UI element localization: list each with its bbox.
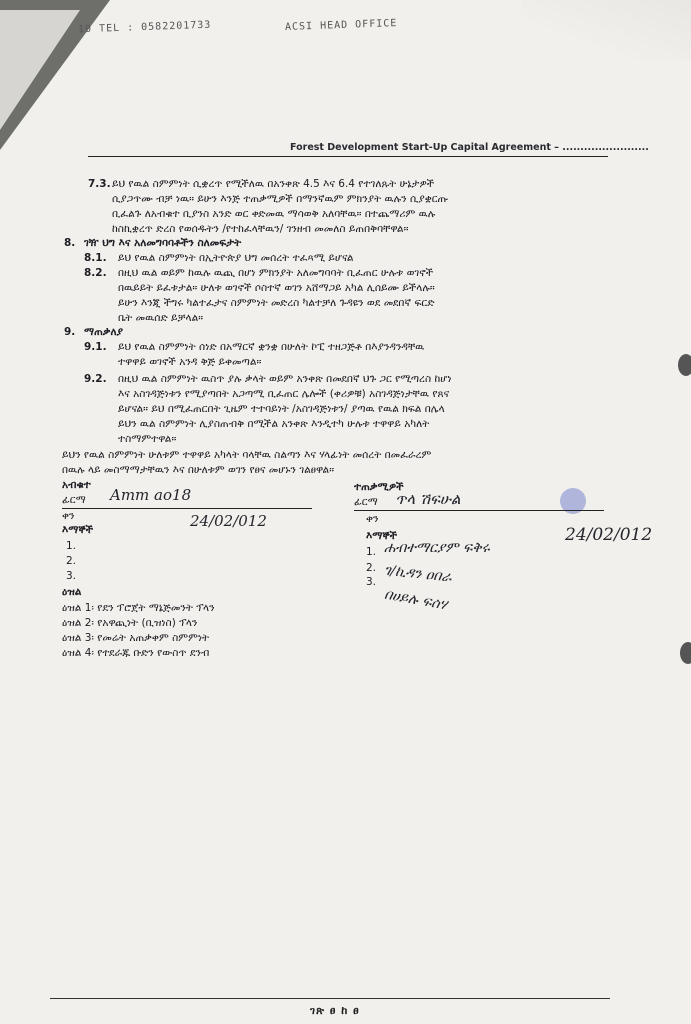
clause-number: 9.1. bbox=[84, 341, 107, 353]
clause-text: ሲያጋጥሙ ብቻ ነዉ። ይሁን እንጅ ተጠቃሚዎች በማንኛዉም ምክንያት ዉሉን ሲያቋርጡ bbox=[112, 193, 449, 205]
clause-text: ይሆናል። ይህ በሚፈጠርበት ጊዜም ተተባይነት /አስገዳጅነቱን/ ያጣዉ የዉል ክፍል በሌላ bbox=[118, 403, 445, 415]
date-label: ቀን bbox=[62, 510, 75, 522]
clause-number: 9.2. bbox=[84, 373, 107, 385]
signature-label: ፊርማ bbox=[62, 494, 86, 506]
clause-text: ይህ የዉል ስምምነት በኢትዮጵያ ህግ መሰረት ተፈጻሚ ይሆናል bbox=[118, 252, 354, 264]
witness-item: 2. bbox=[366, 562, 377, 574]
document-header-title: Forest Development Start-Up Capital Agreement – ........................ bbox=[290, 142, 649, 153]
clause-text: ይህ የዉል ስምምነት ሲቋረጥ የሚችለዉ በአንቀጽ 4.5 እና 6.4 የተገለጹት ሁኔታዎች bbox=[112, 178, 435, 190]
signatory-right-heading: ተጠቃሚዎች bbox=[354, 481, 404, 493]
witness-item: 1. bbox=[66, 540, 77, 552]
witness-item: 1. bbox=[366, 546, 377, 558]
witnesses-right-heading: እማኞች bbox=[366, 530, 398, 542]
clause-text: ይህን ዉል ስምምነት ሊያስጠብቅ በሚችል አንቀጽ እንዲተካ ሁሉቱ ተዋዋይ አካለት bbox=[118, 418, 430, 430]
fax-office: ACSI HEAD OFFICE bbox=[284, 18, 398, 33]
attachment-item: ዕዝል 2፡ የአዋጪነት (ቢዝነስ) ፕላን bbox=[62, 617, 198, 629]
witnesses-left-heading: እማኞች bbox=[62, 524, 94, 536]
footer-rule bbox=[50, 998, 610, 999]
fax-phone: 10 TEL : 0582201733 bbox=[77, 19, 212, 36]
clause-number: 7.3. bbox=[88, 178, 111, 190]
clause-number: 8.1. bbox=[84, 252, 107, 264]
header-rule bbox=[88, 156, 608, 157]
section-number: 8. bbox=[64, 237, 76, 249]
witness-handwriting: ገ/ኪዳን ዐበራ bbox=[383, 562, 453, 586]
clause-text: በዉይይት ይፈቱታል። ሁለቱ ወገኖች ሶስተኛ ወገን አሸማጋይ አካል ሊሰይሙ ይችላሉ። bbox=[118, 282, 435, 294]
witness-item: 3. bbox=[366, 576, 377, 588]
clause-text: ተስማምተዋል። bbox=[118, 433, 177, 445]
handwritten-signature: ጥላ ሽፍሁል bbox=[395, 490, 461, 508]
date-label: ቀን bbox=[366, 513, 379, 525]
handwritten-date: 24/02/012 bbox=[190, 512, 267, 530]
clause-text: ከስኪቋረጥ ድረስ የወሰዱትን /የተከፈላቸዉን/ ገንዘብ መመለስ ይጠበቅባቸዋል። bbox=[112, 223, 409, 235]
clause-text: በዚህ ዉል ስምምነት ዉስጥ ያሉ ቃላት ወይም አንቀጽ በመደበኛ ህጉ ጋር የሚጣረስ ከሆነ bbox=[118, 373, 452, 385]
punch-hole bbox=[678, 354, 691, 376]
attachment-item: ዕዝል 4፡ የተደራጁ ቡድን የውስጥ ደንብ bbox=[62, 647, 210, 659]
clause-text: በዚህ ዉል ወይም ከዉሉ ዉጪ በሆነ ምክንያት አለመግባባት ቢፈጠር ሁሉቱ ወገኖች bbox=[118, 267, 434, 279]
witness-handwriting: በሀይሉ ፍሰሃ bbox=[383, 586, 449, 614]
witness-item: 3. bbox=[66, 570, 77, 582]
handwritten-signature: Amm ao18 bbox=[110, 486, 192, 504]
attachment-item: ዕዝል 1፡ የደን ፕሮጀት ማኔጅመንት ፕላን bbox=[62, 602, 215, 614]
clause-text: ተዋዋይ ወገኖች አንዳ ቅጅ ይቀመጣል። bbox=[118, 356, 262, 368]
handwritten-date: 24/02/012 bbox=[565, 525, 653, 545]
signatory-left-heading: አብቁተ bbox=[62, 479, 91, 491]
signature-label: ፊርማ bbox=[354, 496, 378, 508]
punch-hole bbox=[680, 642, 691, 664]
page-number: ገጽ ፀ ከ ፀ bbox=[310, 1004, 360, 1017]
clause-text: ይሁን እንጂ ችግሩ ካልተፈታና ስምምነት መድረስ ካልተቻለ ጉዳዩን ወደ መደበኛ ፍርድ bbox=[118, 297, 435, 309]
attachments-heading: ዕዝል bbox=[62, 586, 82, 598]
witness-item: 2. bbox=[66, 555, 77, 567]
clause-text: እና አስገዳጅነቱን የሚያጣበት አጋጣሚ ቢፈጠር ሌሎች (ቀሪዎቹ) አስገዳጅነታቸዉ የጸና bbox=[118, 388, 450, 400]
witness-handwriting: ሐብተማርያም ፍቅሩ bbox=[384, 540, 490, 556]
clause-text: ቤት መዉሰድ ይቻላል። bbox=[118, 312, 204, 324]
clause-number: 8.2. bbox=[84, 267, 107, 279]
closing-text: ይህን የዉል ስምምነት ሁለቱም ተዋዋይ አካላት ባላቸዉ ስልጣን እና ሃላፊነት መሰረት በመፈራረም bbox=[62, 449, 432, 461]
attachment-item: ዕዝል 3፡ የመሬት አጠቃቀም ስምምነት bbox=[62, 632, 210, 644]
section-number: 9. bbox=[64, 326, 76, 338]
closing-text: በዉሉ ላይ መስማማታቸዉን እና በሁለቱም ወገን የፀና መሆኑን ገልፀዋል። bbox=[62, 464, 335, 476]
clause-text: ይህ የዉል ስምምነት ሰነድ በአማርኛ ቋንቋ በሁለት ኮፒ ተዘጋጅቶ በእያንዳንዳቸዉ bbox=[118, 341, 425, 353]
folded-corner bbox=[0, 10, 80, 130]
section-heading: ገዥ ህግ እና አለመግባባቶችን ስለመፍታት bbox=[84, 237, 242, 249]
signature-line bbox=[62, 508, 312, 509]
paper-fold bbox=[521, 0, 691, 60]
section-heading: ማጠቃለያ bbox=[84, 326, 124, 338]
signature-line bbox=[354, 510, 604, 511]
clause-text: ቢፈልጉ ለአብቁተ ቢያንስ አንድ ወር ቀድመዉ ማሳወቅ አለባቸዉ። በተጨማሪም ዉሉ bbox=[112, 208, 436, 220]
